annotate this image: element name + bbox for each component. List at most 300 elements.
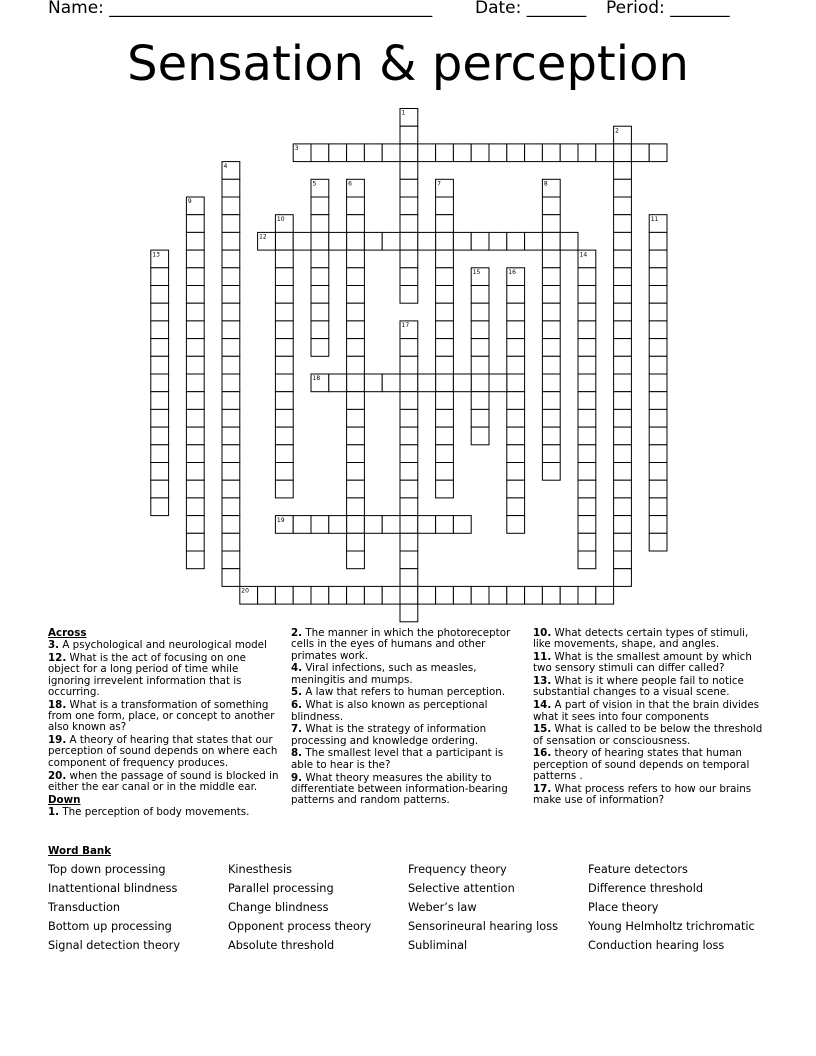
grid-cell[interactable] [347,250,365,268]
grid-cell[interactable] [578,551,596,569]
grid-cell[interactable] [400,268,418,286]
grid-cell[interactable] [649,516,667,534]
grid-cell[interactable] [222,197,240,215]
grid-cell[interactable] [578,480,596,498]
grid-cell[interactable] [275,392,293,410]
grid-cell[interactable] [614,144,632,162]
grid-cell[interactable] [222,445,240,463]
grid-cell[interactable] [400,144,418,162]
grid-cell[interactable] [614,268,632,286]
grid-cell[interactable] [542,356,560,374]
grid-cell[interactable] [507,144,525,162]
grid-cell[interactable] [364,516,382,534]
grid-cell[interactable] [418,232,436,250]
grid-cell[interactable] [578,286,596,304]
grid-cell[interactable] [222,286,240,304]
grid-cell[interactable] [222,232,240,250]
grid-cell[interactable] [614,321,632,339]
grid-cell[interactable] [471,427,489,445]
grid-cell[interactable] [453,232,471,250]
grid-cell[interactable] [471,392,489,410]
grid-cell[interactable] [347,463,365,481]
grid-cell[interactable] [578,586,596,604]
grid-cell[interactable] [364,144,382,162]
grid-cell[interactable] [347,286,365,304]
grid-cell[interactable] [471,144,489,162]
grid-cell[interactable] [275,427,293,445]
grid-cell[interactable] [275,409,293,427]
grid-cell[interactable] [311,321,329,339]
grid-cell[interactable] [347,374,365,392]
grid-cell[interactable] [293,516,311,534]
grid-cell[interactable] [436,144,454,162]
grid-cell[interactable] [222,409,240,427]
grid-cell[interactable] [186,250,204,268]
grid-cell[interactable] [275,286,293,304]
grid-cell[interactable] [151,268,169,286]
grid-cell[interactable] [222,268,240,286]
grid-cell[interactable] [418,374,436,392]
grid-cell[interactable] [364,374,382,392]
grid-cell[interactable] [400,250,418,268]
grid-cell[interactable] [560,586,578,604]
grid-cell[interactable] [649,321,667,339]
grid-cell[interactable] [186,303,204,321]
grid-cell[interactable] [275,463,293,481]
grid-cell[interactable] [400,427,418,445]
grid-cell[interactable] [649,144,667,162]
grid-cell[interactable] [614,516,632,534]
grid-cell[interactable] [364,232,382,250]
grid-cell[interactable] [400,215,418,233]
grid-cell[interactable] [151,409,169,427]
grid-cell[interactable] [400,480,418,498]
grid-cell[interactable] [186,374,204,392]
grid-cell[interactable] [453,516,471,534]
grid-cell[interactable] [471,356,489,374]
grid-cell[interactable] [507,339,525,357]
grid-cell[interactable] [436,480,454,498]
grid-cell[interactable] [507,586,525,604]
grid-cell[interactable] [382,374,400,392]
grid-cell[interactable] [186,445,204,463]
grid-cell[interactable] [614,463,632,481]
grid-cell[interactable] [275,268,293,286]
grid-cell[interactable] [258,586,276,604]
grid-cell[interactable] [436,321,454,339]
grid-cell[interactable] [614,409,632,427]
grid-cell[interactable] [542,268,560,286]
grid-cell[interactable] [436,197,454,215]
grid-cell[interactable] [347,321,365,339]
grid-cell[interactable] [471,339,489,357]
grid-cell[interactable] [614,286,632,304]
grid-cell[interactable] [186,516,204,534]
grid-cell[interactable] [347,392,365,410]
grid-cell[interactable] [186,321,204,339]
grid-cell[interactable] [649,356,667,374]
grid-cell[interactable] [329,374,347,392]
grid-cell[interactable] [436,516,454,534]
grid-cell[interactable] [507,356,525,374]
grid-cell[interactable] [507,409,525,427]
grid-cell[interactable] [614,179,632,197]
grid-cell[interactable] [614,215,632,233]
grid-cell[interactable] [275,339,293,357]
name-field[interactable]: Name: ______________________________________ [48,0,433,18]
grid-cell[interactable] [186,356,204,374]
grid-cell[interactable] [471,286,489,304]
grid-cell[interactable] [347,498,365,516]
grid-cell[interactable] [347,232,365,250]
grid-cell[interactable] [453,144,471,162]
grid-cell[interactable] [275,250,293,268]
grid-cell[interactable] [347,356,365,374]
grid-cell[interactable] [649,374,667,392]
grid-cell[interactable] [614,232,632,250]
grid-cell[interactable] [614,480,632,498]
grid-cell[interactable] [151,303,169,321]
grid-cell[interactable] [400,356,418,374]
grid-cell[interactable] [542,286,560,304]
grid-cell[interactable] [275,232,293,250]
grid-cell[interactable] [151,356,169,374]
grid-cell[interactable] [400,516,418,534]
grid-cell[interactable] [542,215,560,233]
grid-cell[interactable] [436,268,454,286]
grid-cell[interactable] [436,392,454,410]
grid-cell[interactable] [400,409,418,427]
grid-cell[interactable] [151,445,169,463]
grid-cell[interactable] [151,480,169,498]
grid-cell[interactable] [507,392,525,410]
grid-cell[interactable] [507,321,525,339]
grid-cell[interactable] [525,144,543,162]
grid-cell[interactable] [311,232,329,250]
grid-cell[interactable] [489,586,507,604]
grid-cell[interactable] [649,498,667,516]
grid-cell[interactable] [347,268,365,286]
grid-cell[interactable] [560,232,578,250]
grid-cell[interactable] [222,179,240,197]
grid-cell[interactable] [311,215,329,233]
grid-cell[interactable] [578,374,596,392]
grid-cell[interactable] [614,498,632,516]
grid-cell[interactable] [542,374,560,392]
grid-cell[interactable] [186,268,204,286]
grid-cell[interactable] [507,463,525,481]
grid-cell[interactable] [471,409,489,427]
grid-cell[interactable] [418,516,436,534]
grid-cell[interactable] [329,144,347,162]
grid-cell[interactable] [436,215,454,233]
grid-cell[interactable] [222,374,240,392]
grid-cell[interactable] [649,303,667,321]
grid-cell[interactable] [186,463,204,481]
grid-cell[interactable] [222,463,240,481]
grid-cell[interactable] [614,356,632,374]
grid-cell[interactable] [436,232,454,250]
grid-cell[interactable] [222,516,240,534]
grid-cell[interactable] [347,303,365,321]
grid-cell[interactable] [578,144,596,162]
grid-cell[interactable] [614,551,632,569]
grid-cell[interactable] [489,144,507,162]
grid-cell[interactable] [649,427,667,445]
grid-cell[interactable] [614,533,632,551]
grid-cell[interactable] [418,586,436,604]
grid-cell[interactable] [275,586,293,604]
grid-cell[interactable] [542,339,560,357]
grid-cell[interactable] [507,232,525,250]
grid-cell[interactable] [436,356,454,374]
grid-cell[interactable] [293,586,311,604]
grid-cell[interactable] [222,498,240,516]
grid-cell[interactable] [347,215,365,233]
grid-cell[interactable] [649,286,667,304]
grid-cell[interactable] [186,533,204,551]
grid-cell[interactable] [649,409,667,427]
grid-cell[interactable] [578,409,596,427]
grid-cell[interactable] [329,516,347,534]
grid-cell[interactable] [614,162,632,180]
grid-cell[interactable] [578,321,596,339]
grid-cell[interactable] [400,232,418,250]
grid-cell[interactable] [436,409,454,427]
grid-cell[interactable] [151,498,169,516]
grid-cell[interactable] [578,303,596,321]
grid-cell[interactable] [614,374,632,392]
grid-cell[interactable] [614,445,632,463]
grid-cell[interactable] [329,232,347,250]
grid-cell[interactable] [614,392,632,410]
grid-cell[interactable] [186,215,204,233]
grid-cell[interactable] [222,321,240,339]
grid-cell[interactable] [186,409,204,427]
grid-cell[interactable] [578,339,596,357]
grid-cell[interactable] [311,339,329,357]
grid-cell[interactable] [382,144,400,162]
grid-cell[interactable] [186,392,204,410]
grid-cell[interactable] [151,374,169,392]
grid-cell[interactable] [436,339,454,357]
grid-cell[interactable] [400,604,418,622]
grid-cell[interactable] [275,356,293,374]
grid-cell[interactable] [222,250,240,268]
grid-cell[interactable] [151,392,169,410]
grid-cell[interactable] [151,321,169,339]
period-field[interactable]: Period: _______ [606,0,730,18]
grid-cell[interactable] [649,339,667,357]
grid-cell[interactable] [596,144,614,162]
grid-cell[interactable] [222,551,240,569]
grid-cell[interactable] [525,232,543,250]
grid-cell[interactable] [436,463,454,481]
grid-cell[interactable] [649,250,667,268]
grid-cell[interactable] [400,445,418,463]
grid-cell[interactable] [649,445,667,463]
grid-cell[interactable] [614,427,632,445]
grid-cell[interactable] [542,586,560,604]
grid-cell[interactable] [275,303,293,321]
grid-cell[interactable] [186,498,204,516]
grid-cell[interactable] [542,250,560,268]
grid-cell[interactable] [275,374,293,392]
grid-cell[interactable] [222,533,240,551]
grid-cell[interactable] [222,215,240,233]
grid-cell[interactable] [631,144,649,162]
grid-cell[interactable] [614,339,632,357]
grid-cell[interactable] [347,409,365,427]
grid-cell[interactable] [400,374,418,392]
grid-cell[interactable] [347,480,365,498]
grid-cell[interactable] [222,480,240,498]
grid-cell[interactable] [525,586,543,604]
grid-cell[interactable] [471,232,489,250]
grid-cell[interactable] [436,286,454,304]
grid-cell[interactable] [400,179,418,197]
grid-cell[interactable] [453,374,471,392]
grid-cell[interactable] [347,586,365,604]
grid-cell[interactable] [151,427,169,445]
grid-cell[interactable] [186,339,204,357]
grid-cell[interactable] [578,516,596,534]
grid-cell[interactable] [542,409,560,427]
grid-cell[interactable] [382,586,400,604]
grid-cell[interactable] [293,232,311,250]
grid-cell[interactable] [311,144,329,162]
grid-cell[interactable] [489,232,507,250]
grid-cell[interactable] [186,286,204,304]
grid-cell[interactable] [542,392,560,410]
grid-cell[interactable] [578,427,596,445]
grid-cell[interactable] [578,533,596,551]
grid-cell[interactable] [400,551,418,569]
grid-cell[interactable] [382,232,400,250]
grid-cell[interactable] [578,356,596,374]
grid-cell[interactable] [400,498,418,516]
grid-cell[interactable] [311,197,329,215]
grid-cell[interactable] [542,144,560,162]
grid-cell[interactable] [507,303,525,321]
grid-cell[interactable] [222,303,240,321]
grid-cell[interactable] [151,286,169,304]
grid-cell[interactable] [186,551,204,569]
grid-cell[interactable] [400,197,418,215]
grid-cell[interactable] [614,569,632,587]
grid-cell[interactable] [507,445,525,463]
grid-cell[interactable] [347,551,365,569]
grid-cell[interactable] [649,533,667,551]
grid-cell[interactable] [347,427,365,445]
grid-cell[interactable] [507,374,525,392]
grid-cell[interactable] [347,516,365,534]
grid-cell[interactable] [436,374,454,392]
grid-cell[interactable] [275,445,293,463]
grid-cell[interactable] [507,516,525,534]
grid-cell[interactable] [400,392,418,410]
grid-cell[interactable] [400,463,418,481]
grid-cell[interactable] [453,586,471,604]
grid-cell[interactable] [542,197,560,215]
grid-cell[interactable] [311,303,329,321]
grid-cell[interactable] [364,586,382,604]
grid-cell[interactable] [489,374,507,392]
grid-cell[interactable] [151,339,169,357]
grid-cell[interactable] [614,197,632,215]
grid-cell[interactable] [542,463,560,481]
grid-cell[interactable] [311,268,329,286]
grid-cell[interactable] [222,339,240,357]
grid-cell[interactable] [400,533,418,551]
grid-cell[interactable] [578,268,596,286]
grid-cell[interactable] [542,445,560,463]
grid-cell[interactable] [436,586,454,604]
grid-cell[interactable] [542,321,560,339]
grid-cell[interactable] [400,126,418,144]
grid-cell[interactable] [400,586,418,604]
grid-cell[interactable] [347,533,365,551]
grid-cell[interactable] [649,268,667,286]
grid-cell[interactable] [649,392,667,410]
grid-cell[interactable] [400,339,418,357]
grid-cell[interactable] [471,321,489,339]
grid-cell[interactable] [347,445,365,463]
grid-cell[interactable] [275,321,293,339]
grid-cell[interactable] [436,427,454,445]
grid-cell[interactable] [471,586,489,604]
grid-cell[interactable] [649,480,667,498]
grid-cell[interactable] [596,586,614,604]
grid-cell[interactable] [222,427,240,445]
grid-cell[interactable] [542,303,560,321]
grid-cell[interactable] [507,286,525,304]
grid-cell[interactable] [400,569,418,587]
grid-cell[interactable] [400,162,418,180]
grid-cell[interactable] [347,197,365,215]
grid-cell[interactable] [151,463,169,481]
grid-cell[interactable] [560,144,578,162]
grid-cell[interactable] [649,232,667,250]
grid-cell[interactable] [311,286,329,304]
grid-cell[interactable] [578,392,596,410]
grid-cell[interactable] [436,303,454,321]
grid-cell[interactable] [649,463,667,481]
grid-cell[interactable] [311,516,329,534]
grid-cell[interactable] [382,516,400,534]
grid-cell[interactable] [311,250,329,268]
grid-cell[interactable] [507,480,525,498]
grid-cell[interactable] [275,480,293,498]
grid-cell[interactable] [578,463,596,481]
grid-cell[interactable] [542,427,560,445]
grid-cell[interactable] [436,250,454,268]
grid-cell[interactable] [222,356,240,374]
grid-cell[interactable] [507,498,525,516]
grid-cell[interactable] [578,445,596,463]
date-field[interactable]: Date: _______ [475,0,587,18]
grid-cell[interactable] [542,232,560,250]
grid-cell[interactable] [614,250,632,268]
grid-cell[interactable] [222,392,240,410]
grid-cell[interactable] [329,586,347,604]
grid-cell[interactable] [578,498,596,516]
grid-cell[interactable] [347,339,365,357]
grid-cell[interactable] [347,144,365,162]
grid-cell[interactable] [186,232,204,250]
grid-cell[interactable] [614,303,632,321]
grid-cell[interactable] [507,427,525,445]
